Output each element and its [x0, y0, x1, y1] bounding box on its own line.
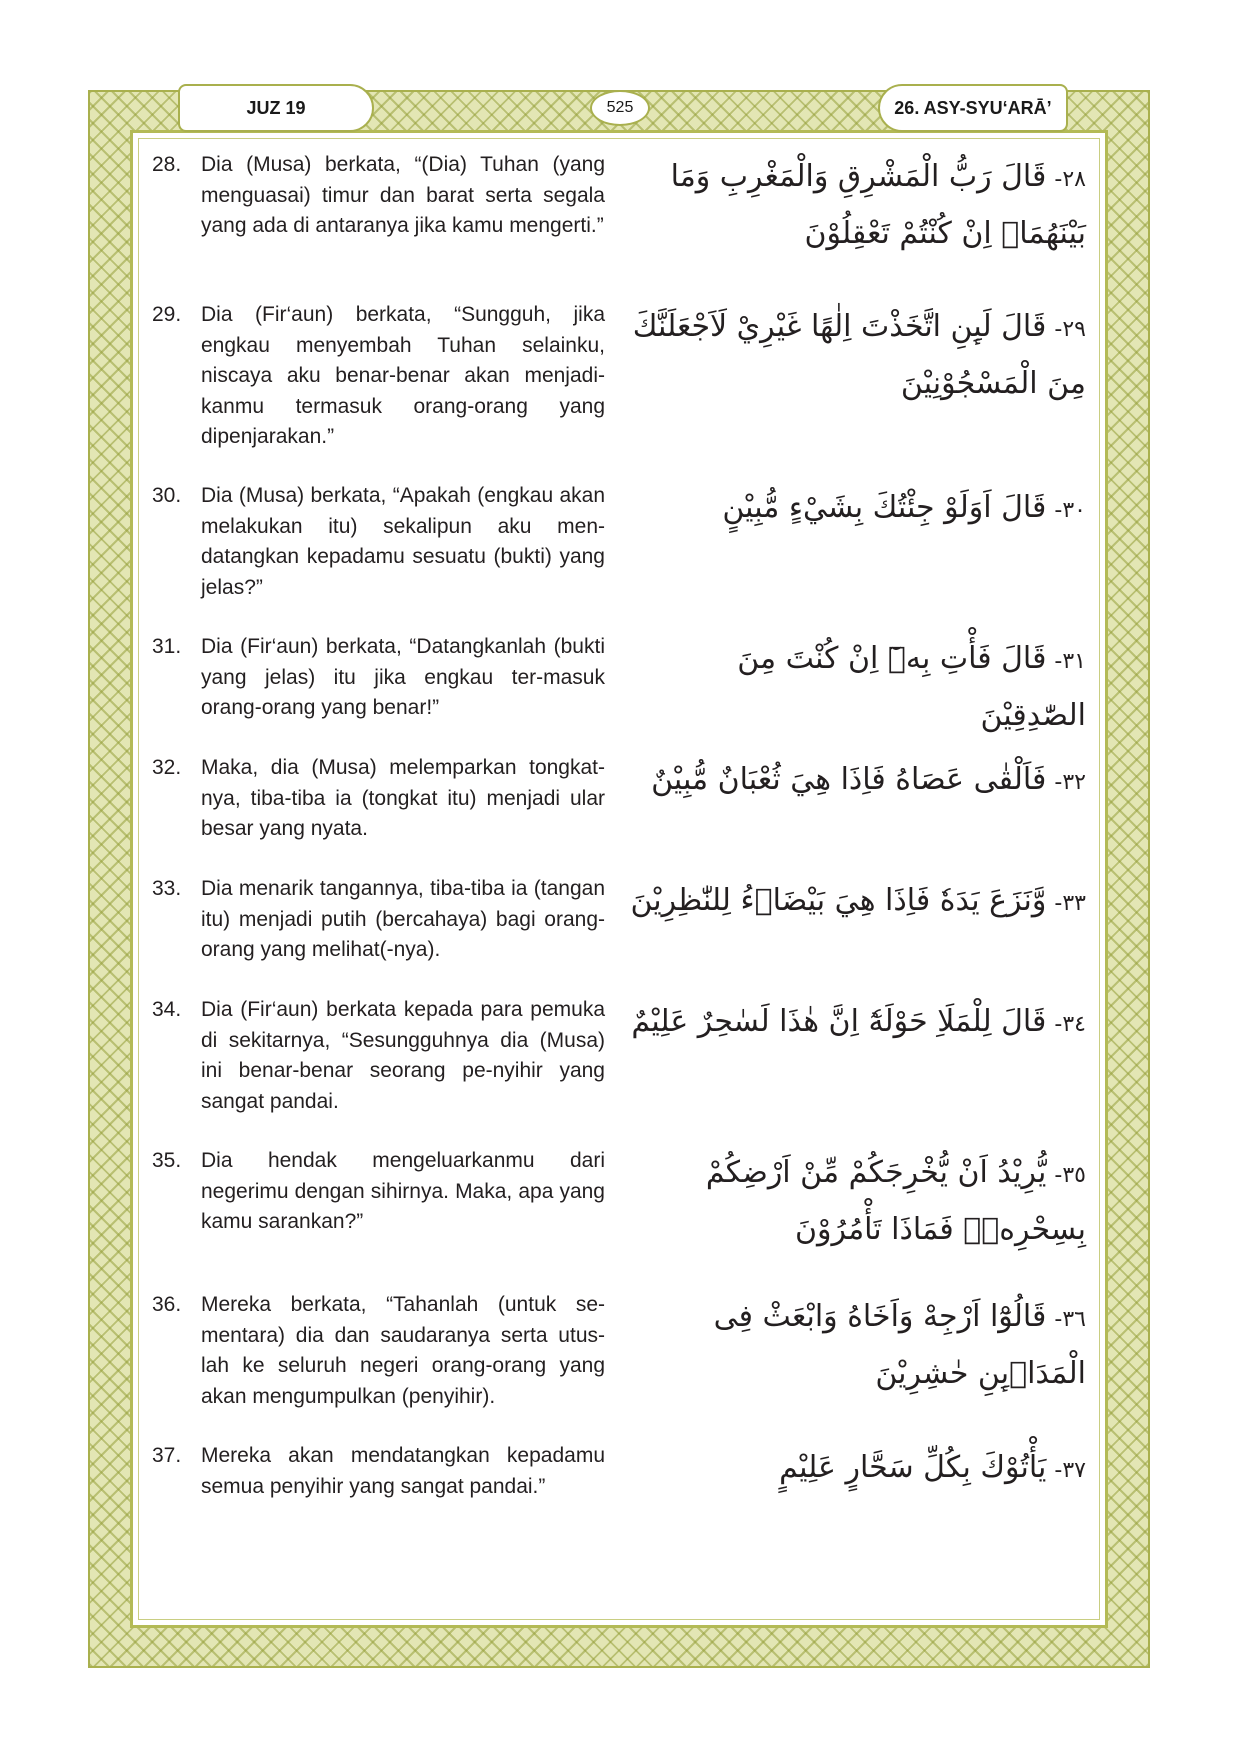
verse-number: 32.: [152, 756, 182, 779]
verse-arabic-number: ٣٦-: [1054, 1307, 1086, 1332]
verse-arabic: [626, 1290, 1086, 1401]
verse-arabic-number: ٣٠-: [1054, 498, 1086, 523]
verse-arabic: [626, 1441, 1086, 1498]
verse-number: 33.: [152, 877, 182, 900]
verse-translation: Dia (Fir‘aun) berkata kepada para pemuka di sekitarnya, “Sesungguhnya dia (Musa) ini benar-benar seorang pe-nyihir yang sangat pandai.: [201, 998, 605, 1113]
verse-arabic-text: يَأْتُوْكَ بِكُلِّ سَحَّارٍ عَلِيْمٍ: [779, 1450, 1047, 1485]
verse-translation: Mereka berkata, “Tahanlah (untuk se-mentara) dia dan saudaranya serta utus-lah ke seluruh negeri orang-orang yang akan mengumpulkan (penyihir).: [201, 1293, 605, 1408]
verse-arabic: [626, 150, 1086, 261]
verse-arabic-text: قَالَ اَوَلَوْ جِئْتُكَ بِشَيْءٍ مُّبِيْنٍ: [722, 490, 1047, 525]
verse-number: 35.: [152, 1149, 182, 1172]
verse-translation: Dia (Fir‘aun) berkata, “Sungguh, jika engkau menyembah Tuhan selainku, niscaya aku benar-benar akan menjadi-kanmu termasuk orang-orang yang dipenjarakan.”: [201, 303, 605, 448]
verse-arabic-text: فَاَلْقٰى عَصَاهُ فَاِذَا هِيَ ثُعْبَانٌ مُّبِيْنٌ: [651, 762, 1047, 797]
verse-arabic-text: وَّنَزَعَ يَدَهٗ فَاِذَا هِيَ بَيْضَاۤءُ لِلنّٰظِرِيْنَ: [630, 883, 1047, 918]
verse-translation: Dia hendak mengeluarkanmu dari negerimu dengan sihirnya. Maka, apa yang kamu sarankan?”: [201, 1149, 605, 1233]
verse-arabic-number: ٢٩-: [1054, 317, 1086, 342]
verse-arabic: [626, 300, 1086, 411]
verse-arabic-number: ٣٣-: [1054, 891, 1086, 916]
verse-arabic: [626, 481, 1086, 538]
verse-translation: Dia (Musa) berkata, “(Dia) Tuhan (yang menguasai) timur dan barat serta segala yang ada di antaranya jika kamu mengerti.”: [201, 153, 605, 237]
verse-arabic-text: قَالَ رَبُّ الْمَشْرِقِ وَالْمَغْرِبِ وَمَا بَيْنَهُمَاۗ اِنْ كُنْتُمْ تَعْقِلُوْنَ: [670, 159, 1086, 251]
verse-number: 31.: [152, 635, 182, 658]
verse-translation: Mereka akan mendatangkan kepadamu semua penyihir yang sangat pandai.”: [201, 1444, 605, 1498]
verse-arabic-text: قَالَ لَىِٕنِ اتَّخَذْتَ اِلٰهًا غَيْرِيْ لَاَجْعَلَنَّكَ مِنَ الْمَسْجُوْنِيْنَ: [632, 309, 1086, 401]
verse-arabic-number: ٣٥-: [1054, 1163, 1086, 1188]
verse-arabic: [626, 1146, 1086, 1257]
verse-number: 30.: [152, 484, 182, 507]
verse-arabic: [626, 632, 1086, 743]
verse-arabic-number: ٣٧-: [1054, 1458, 1086, 1483]
verse-number: 28.: [152, 153, 182, 176]
verse-arabic: [626, 874, 1086, 931]
verse-arabic-text: قَالَ لِلْمَلَاِ حَوْلَهٗٓ اِنَّ هٰذَا لَسٰحِرٌ عَلِيْمٌ: [631, 1004, 1047, 1039]
surah-label: 26. ASY-SYU‘ARĀ’: [878, 84, 1068, 132]
verse-translation: Dia (Musa) berkata, “Apakah (engkau akan melakukan itu) sekalipun aku men-datangkan kepadamu sesuatu (bukti) yang jelas?”: [201, 484, 605, 599]
verse-translation: Maka, dia (Musa) melemparkan tongkat-nya, tiba-tiba ia (tongkat itu) menjadi ular besar yang nyata.: [201, 756, 605, 840]
verse-arabic: [626, 753, 1086, 810]
verse-translation: Dia menarik tangannya, tiba-tiba ia (tangan itu) menjadi putih (bercahaya) bagi orang-orang yang melihat(-nya).: [201, 877, 605, 961]
verse-number: 29.: [152, 303, 182, 326]
verse-arabic-number: ٣٤-: [1054, 1012, 1086, 1037]
verse-number: 34.: [152, 998, 182, 1021]
verse-arabic-number: ٣١-: [1054, 649, 1086, 674]
verse-translation: Dia (Fir‘aun) berkata, “Datangkanlah (bukti yang jelas) itu jika engkau ter-masuk orang-orang yang benar!”: [201, 635, 605, 719]
verse-arabic-number: ٢٨-: [1054, 167, 1086, 192]
juz-label: JUZ 19: [178, 84, 374, 132]
verse-arabic-text: قَالُوْٓا اَرْجِهْ وَاَخَاهُ وَابْعَثْ فِى الْمَدَاۤىِٕنِ حٰشِرِيْنَ: [713, 1299, 1086, 1391]
verse-number: 36.: [152, 1293, 182, 1316]
verse-arabic-text: قَالَ فَأْتِ بِهٖٓ اِنْ كُنْتَ مِنَ الصّٰدِقِيْنَ: [737, 641, 1086, 733]
verse-arabic-number: ٣٢-: [1054, 770, 1086, 795]
page-number: 525: [590, 90, 650, 126]
verse-arabic: [626, 995, 1086, 1052]
verse-arabic-text: يُّرِيْدُ اَنْ يُّخْرِجَكُمْ مِّنْ اَرْضِكُمْ بِسِحْرِهٖۖ فَمَاذَا تَأْمُرُوْنَ: [705, 1155, 1086, 1247]
verse-number: 37.: [152, 1444, 182, 1467]
